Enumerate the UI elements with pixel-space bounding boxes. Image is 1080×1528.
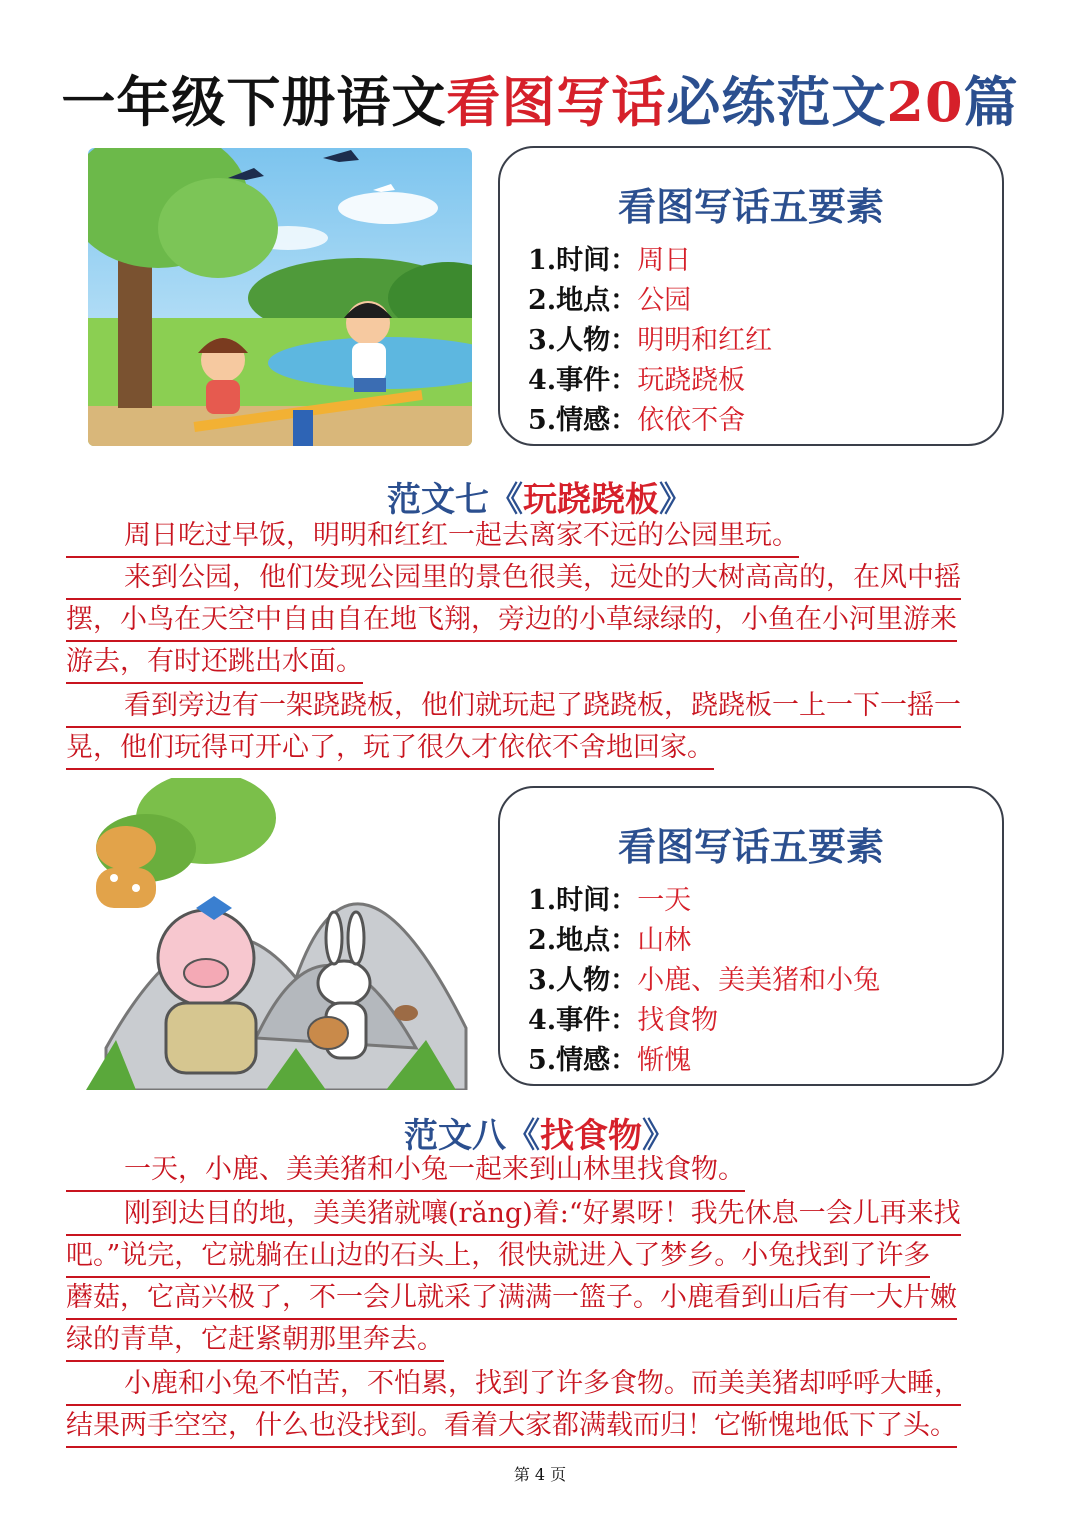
essay-line: 刚到达目的地，美美猪就嚷(rǎng)着:“好累呀！我先休息一会儿再来找 xyxy=(66,1196,961,1236)
element-label: 4.事件： xyxy=(528,365,638,396)
title-part-1: 一年级下册语文 xyxy=(61,70,447,134)
element-row-place xyxy=(528,278,691,317)
element-value: 找食物 xyxy=(637,1005,719,1036)
illustration-seesaw xyxy=(88,148,472,446)
essay-title-2 xyxy=(0,1108,1080,1157)
essay-quote-open: 《 xyxy=(489,480,523,520)
element-row-place xyxy=(528,918,691,957)
element-value: 依依不舍 xyxy=(637,405,746,436)
element-row-time xyxy=(528,238,691,277)
essay-name: 玩跷跷板 xyxy=(523,480,659,520)
essay-number: 范文七 xyxy=(387,480,489,520)
element-label: 2.地点： xyxy=(528,285,638,316)
element-value: 明明和红红 xyxy=(637,325,773,356)
element-label: 2.地点： xyxy=(528,925,638,956)
element-value: 一天 xyxy=(637,885,692,916)
element-label: 1.时间： xyxy=(528,245,638,276)
essay-number: 范文八 xyxy=(404,1116,506,1156)
elements-card-2 xyxy=(498,786,1004,1086)
title-part-4: 20 xyxy=(886,70,964,134)
elements-card-1 xyxy=(498,146,1004,446)
element-row-feeling xyxy=(528,1038,691,1077)
essay-line: 周日吃过早饭，明明和红红一起去离家不远的公园里玩。 xyxy=(66,518,799,558)
essay-line: 来到公园，他们发现公园里的景色很美，远处的大树高高的，在风中摇 xyxy=(66,560,961,600)
element-row-people xyxy=(528,958,880,997)
essay-line: 看到旁边有一架跷跷板，他们就玩起了跷跷板，跷跷板一上一下一摇一 xyxy=(66,688,961,728)
essay-line: 晃，他们玩得可开心了，玩了很久才依依不舍地回家。 xyxy=(66,730,714,770)
title-part-3: 必练范文 xyxy=(666,70,887,134)
card-title-1: 看图写话五要素 xyxy=(617,184,884,229)
essay-line: 绿的青草，它赶紧朝那里奔去。 xyxy=(66,1322,444,1362)
element-value: 山林 xyxy=(637,925,692,956)
essay-line: 摆，小鸟在天空中自由自在地飞翔，旁边的小草绿绿的，小鱼在小河里游来 xyxy=(66,602,957,642)
card-title-2: 看图写话五要素 xyxy=(617,824,884,869)
element-row-people xyxy=(528,318,772,357)
essay-line: 小鹿和小兔不怕苦，不怕累，找到了许多食物。而美美猪却呼呼大睡， xyxy=(66,1366,961,1406)
essay-quote-open: 《 xyxy=(506,1116,540,1156)
page-number: 第 4 页 xyxy=(513,1465,567,1484)
element-label: 5.情感： xyxy=(528,1045,638,1076)
element-label: 4.事件： xyxy=(528,1005,638,1036)
element-label: 3.人物： xyxy=(528,325,638,356)
essay-line: 蘑菇，它高兴极了，不一会儿就采了满满一篮子。小鹿看到山后有一大片嫩 xyxy=(66,1280,957,1320)
essay-title-1 xyxy=(0,472,1080,521)
title-part-2: 看图写话 xyxy=(446,70,667,134)
element-value: 玩跷跷板 xyxy=(637,365,746,396)
essay-line: 一天，小鹿、美美猪和小兔一起来到山林里找食物。 xyxy=(66,1152,745,1192)
element-row-time xyxy=(528,878,691,917)
essay-line: 结果两手空空，什么也没找到。看着大家都满载而归！它惭愧地低下了头。 xyxy=(66,1408,957,1448)
element-label: 1.时间： xyxy=(528,885,638,916)
essay-quote-close: 》 xyxy=(659,480,693,520)
essay-line: 游去，有时还跳出水面。 xyxy=(66,644,363,684)
element-value: 周日 xyxy=(637,245,692,276)
element-value: 小鹿、美美猪和小兔 xyxy=(637,965,881,996)
illustration-forest xyxy=(86,778,472,1090)
element-value: 公园 xyxy=(637,285,692,316)
page-title xyxy=(0,60,1080,137)
element-row-event xyxy=(528,358,745,397)
element-value: 惭愧 xyxy=(637,1045,692,1076)
essay-quote-close: 》 xyxy=(642,1116,676,1156)
element-label: 3.人物： xyxy=(528,965,638,996)
element-row-feeling xyxy=(528,398,745,437)
element-row-event xyxy=(528,998,718,1037)
essay-line: 吧。”说完，它就躺在山边的石头上，很快就进入了梦乡。小兔找到了许多 xyxy=(66,1238,930,1278)
element-label: 5.情感： xyxy=(528,405,638,436)
essay-name: 找食物 xyxy=(540,1116,642,1156)
title-part-5: 篇 xyxy=(963,70,1019,134)
